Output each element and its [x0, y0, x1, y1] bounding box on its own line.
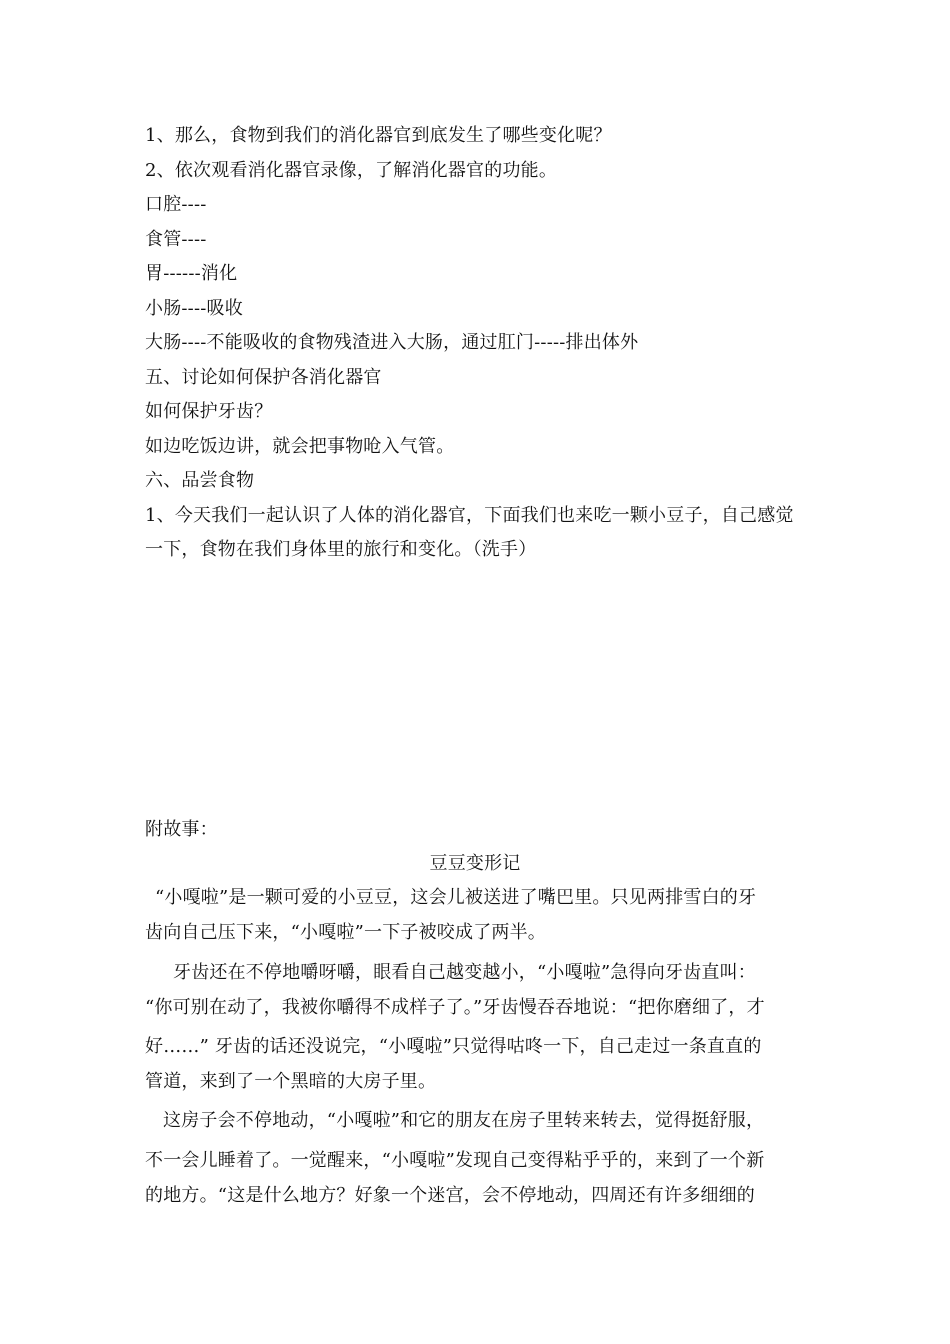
text-line-2: 2、依次观看消化器官录像，了解消化器官的功能。 — [145, 160, 558, 181]
section-heading-tasting: 六、品尝食物 — [145, 470, 255, 491]
text-line-mouth: 口腔---- — [145, 194, 207, 215]
appendix-label: 附故事： — [145, 819, 218, 840]
story-line-6: 管道，来到了一个黑暗的大房子里。 — [145, 1071, 437, 1092]
text-line-stomach: 胃------消化 — [145, 263, 238, 284]
story-line-8: 不一会儿睡着了。一觉醒来，“小嘎啦”发现自己变得粘乎乎的，来到了一个新 — [145, 1150, 765, 1171]
section-heading-discussion: 五、讨论如何保护各消化器官 — [145, 367, 382, 388]
text-line-1: 1、那么，食物到我们的消化器官到底发生了哪些变化呢？ — [145, 125, 612, 146]
story-line-7: 这房子会不停地动，“小嘎啦”和它的朋友在房子里转来转去，觉得挺舒服， — [163, 1110, 765, 1131]
story-line-9: 的地方。“这是什么地方？好象一个迷宫，会不停地动，四周还有许多细细的 — [145, 1185, 755, 1206]
text-line-eating-talking: 如边吃饭边讲，就会把事物呛入气管。 — [145, 436, 455, 457]
text-line-large-intestine: 大肠----不能吸收的食物残渣进入大肠，通过肛门-----排出体外 — [145, 332, 639, 353]
text-line-tasting-1: 1、今天我们一起认识了人体的消化器官，下面我们也来吃一颗小豆子，自己感觉 — [145, 505, 794, 526]
text-line-esophagus: 食管---- — [145, 229, 207, 250]
text-line-tasting-2: 一下，食物在我们身体里的旅行和变化。（洗手） — [145, 539, 537, 560]
story-line-2: 齿向自己压下来，“小嘎啦”一下子被咬成了两半。 — [145, 922, 547, 943]
text-line-small-intestine: 小肠----吸收 — [145, 298, 243, 319]
story-line-4: “你可别在动了，我被你嚼得不成样子了。”牙齿慢吞吞地说：“把你磨细了，才 — [145, 997, 765, 1018]
text-line-protect-teeth: 如何保护牙齿？ — [145, 401, 273, 422]
story-line-5: 好……” 牙齿的话还没说完，“小嘎啦”只觉得咕咚一下，自己走过一条直直的 — [145, 1036, 762, 1057]
story-line-3: 牙齿还在不停地嚼呀嚼，眼看自己越变越小，“小嘎啦”急得向牙齿直叫： — [173, 962, 757, 983]
story-title: 豆豆变形记 — [429, 853, 521, 874]
story-line-1: “小嘎啦”是一颗可爱的小豆豆，这会儿被送进了嘴巴里。只见两排雪白的牙 — [155, 887, 757, 908]
